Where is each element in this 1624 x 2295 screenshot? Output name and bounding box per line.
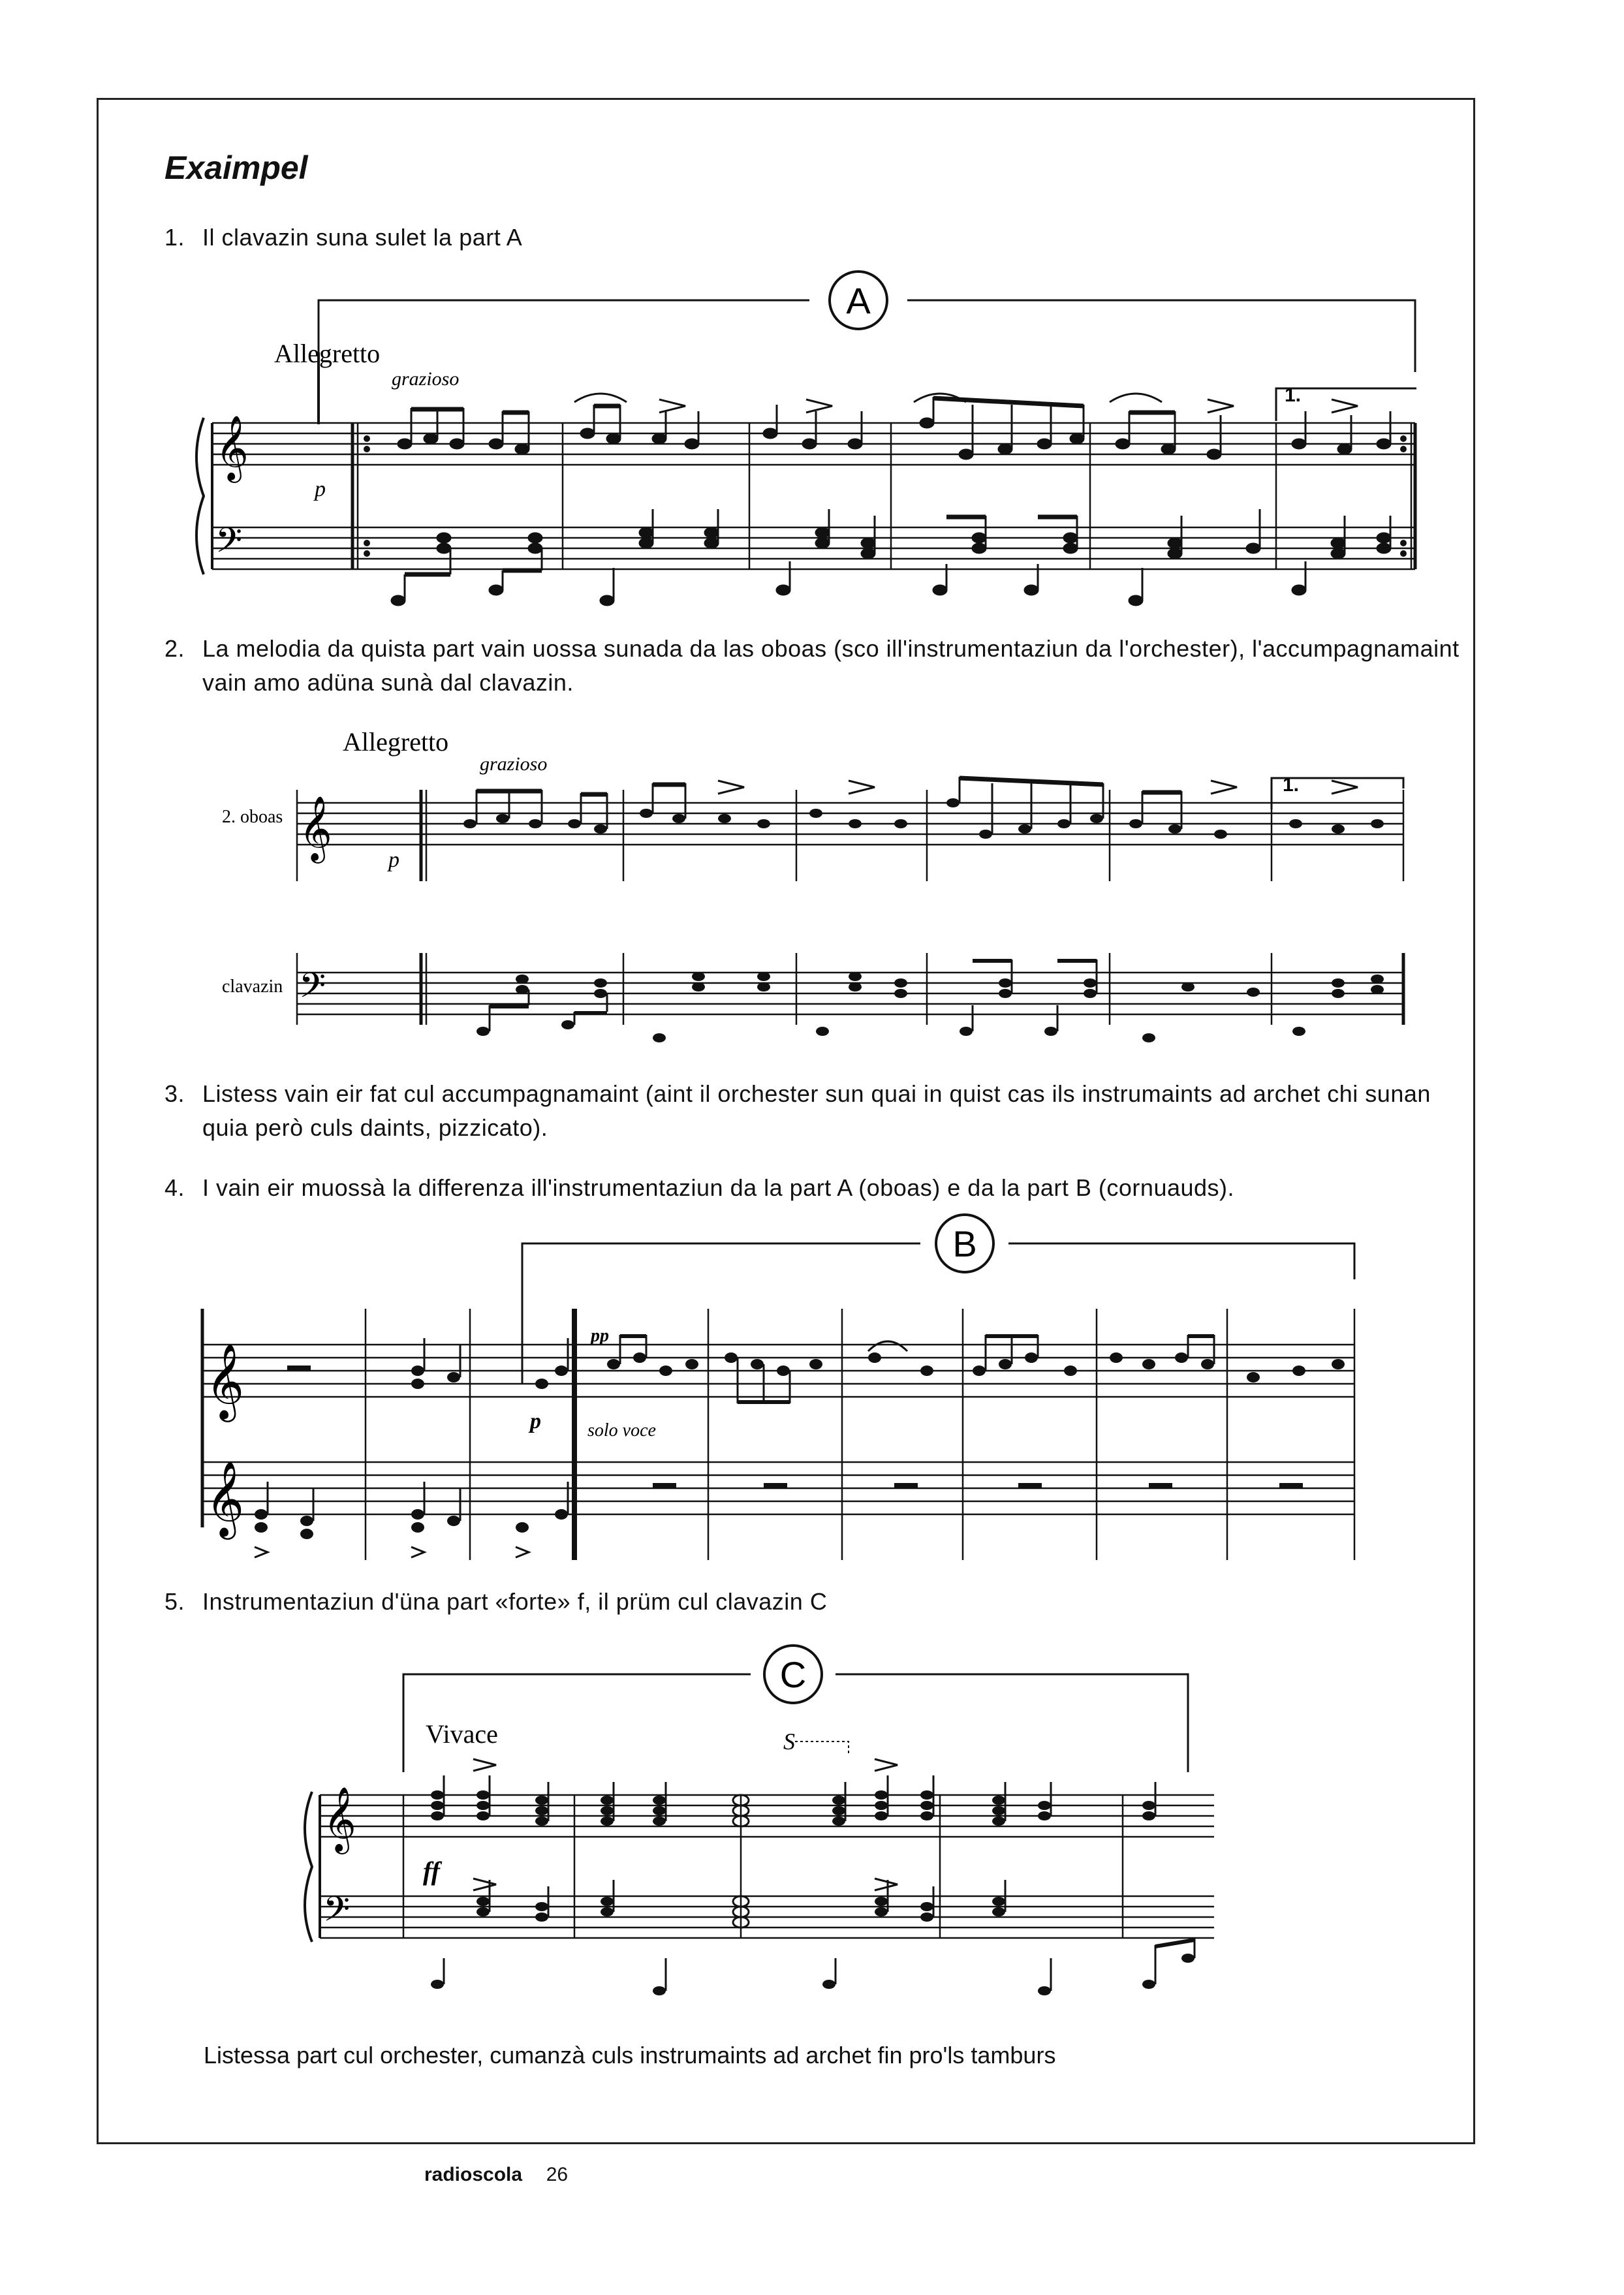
dynamic-marking: p: [388, 848, 399, 872]
score-b: [0, 1208, 1624, 1573]
list-item-5: [164, 1585, 1482, 1619]
closing-text: Listessa part cul orchester, cumanzà culs instrumaints ad archet fin pro'ls tamburs: [204, 2042, 1056, 2069]
list-item-number: 4.: [164, 1174, 185, 1201]
list-item-4: [164, 1171, 1482, 1205]
footer-brand: radioscola: [424, 2164, 523, 2185]
score-two-staves: [0, 718, 1624, 1057]
list-item-text: Il clavazin suna sulet la part A: [202, 224, 523, 251]
section-c-letter: C: [779, 1654, 807, 1695]
treble-clef-icon: 𝄞: [206, 1460, 245, 1537]
page-footer: [424, 2164, 568, 2186]
staff-label-clavazin: clavazin: [222, 976, 283, 997]
list-item-number: 3.: [164, 1080, 185, 1107]
treble-clef-icon: 𝄞: [299, 796, 332, 861]
dynamic-ff: ff: [423, 1856, 440, 1886]
section-a-letter: A: [846, 280, 871, 321]
volta-label: 1.: [1283, 774, 1300, 796]
tempo-marking: Allegretto: [274, 339, 381, 368]
list-item-number: 5.: [164, 1588, 185, 1615]
treble-clef-icon: 𝄞: [206, 1343, 245, 1419]
tempo-marking: Vivace: [426, 1719, 498, 1749]
solo-voce-marking: solo voce: [587, 1420, 656, 1441]
list-item-text: Listess vain eir fat cul accumpagnamaint (aint il orchester sun quai in quist cas ils instrumaints ad archet chi sunan quia però culs daints, pizzicato).: [202, 1080, 1431, 1141]
list-item-text: La melodia da quista part vain uossa sunada da las oboas (sco ill'instrumentaziun da l'orchester), l'accumpagnamaint vain amo adüna sunà dal clavazin.: [202, 635, 1460, 696]
page-heading: Exaimpel: [164, 149, 308, 186]
bass-clef-icon: 𝄢: [323, 1890, 351, 1938]
treble-clef-icon: 𝄞: [323, 1787, 356, 1852]
expression-marking: grazioso: [480, 753, 548, 775]
list-item-2: [164, 632, 1482, 700]
page-number: 26: [546, 2164, 569, 2185]
expression-marking: grazioso: [392, 368, 460, 390]
list-item-3: [164, 1077, 1482, 1145]
section-b-letter: B: [952, 1223, 977, 1264]
list-item-number: 2.: [164, 635, 185, 662]
bass-clef-icon: 𝄢: [215, 521, 243, 569]
treble-clef-icon: 𝄞: [215, 415, 249, 480]
dynamic-p: p: [530, 1409, 541, 1433]
list-item-text: Instrumentaziun d'üna part «forte» f, il prüm cul clavazin C: [202, 1588, 828, 1615]
bass-clef-icon: 𝄢: [299, 966, 326, 1014]
dynamic-marking: p: [315, 477, 326, 501]
score-a: [0, 248, 1624, 640]
volta-label: 1.: [1285, 384, 1302, 406]
dynamic-pp: pp: [591, 1326, 609, 1346]
ornament-marking: S: [783, 1728, 795, 1755]
tempo-marking: Allegretto: [343, 727, 449, 757]
list-item-number: 1.: [164, 224, 185, 251]
staff-label-oboas: 2. oboas: [222, 807, 283, 827]
list-item-text: I vain eir muossà la differenza ill'instrumentaziun da la part A (oboas) e da la part B (cornuauds).: [202, 1174, 1235, 1201]
score-c: [0, 1632, 1624, 2037]
